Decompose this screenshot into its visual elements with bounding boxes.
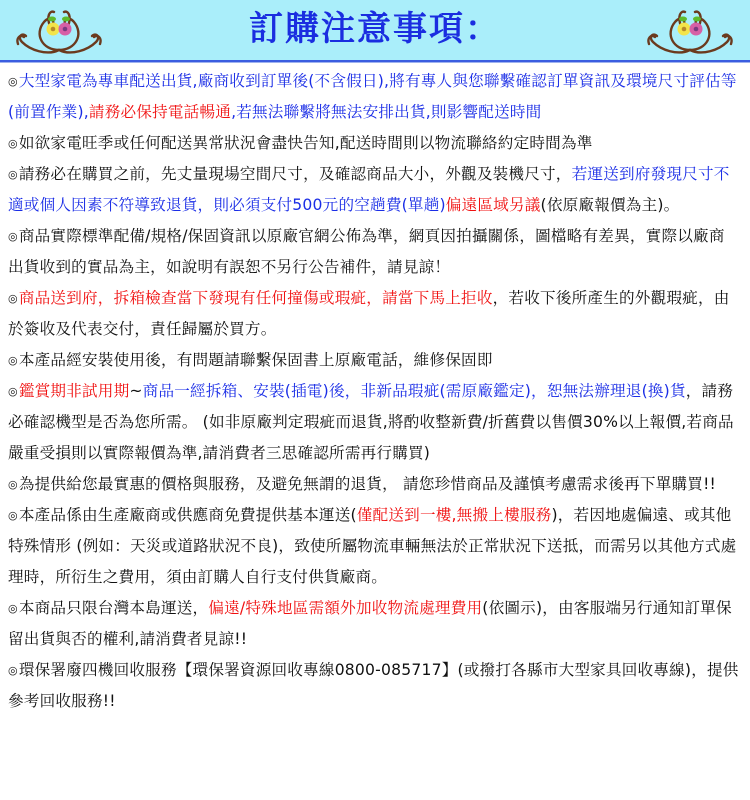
notice-item <box>8 500 740 593</box>
notice-text-black: 如欲家電旺季或任何配送異常狀況會盡快告知,配送時間則以物流聯絡約定時間為準 <box>18 134 593 152</box>
page-title: 訂購注意事項： <box>249 9 501 49</box>
notice-text-black: 請務必在購買之前，先丈量現場空間尺寸，及確認商品大小，外觀及裝機尺寸， <box>18 165 572 183</box>
notice-text-black: (依原廠報價為主)。 <box>540 196 680 214</box>
bullet-icon: ◎ <box>8 230 18 243</box>
notice-text-black: ~ <box>129 382 143 400</box>
bullet-icon: ◎ <box>8 509 18 522</box>
notice-text-blue: 商品一經拆箱、安裝(插電)後，非新品瑕疵(需原廠鑑定)，恕無法辦理退(換)貨 <box>142 382 686 400</box>
notice-item <box>8 128 740 159</box>
notice-text-black: 本產品經安裝使用後，有問題請聯繫保固書上原廠電話，維修保固即 <box>18 351 493 369</box>
bullet-icon: ◎ <box>8 292 18 305</box>
notice-text-black: (依圖示)，由客服端另行通知訂單保留出貨與否的權利,請消費者見諒!! <box>8 599 732 648</box>
notice-item <box>8 221 740 283</box>
notice-text-black: 本產品係由生產廠商或供應商免費提供基本運送( <box>18 506 357 524</box>
notice-text-black: ，若收下後所產生的外觀瑕疵，由於簽收及代表交付，責任歸屬於買方。 <box>8 289 730 338</box>
notice-item <box>8 593 740 655</box>
notice-text-red: 僅配送到一樓,無搬上樓服務 <box>356 506 552 524</box>
bullet-icon: ◎ <box>8 602 18 615</box>
bullet-icon: ◎ <box>8 137 18 150</box>
notice-text-black: 本商品只限台灣本島運送， <box>18 599 209 617</box>
notice-item <box>8 159 740 221</box>
bullet-icon: ◎ <box>8 385 18 398</box>
notice-text-blue: 大型家電為專車配送出貨,廠商收到訂單後(不含假日),將有專人與您聯繫確認訂單資訊及環境尺寸評估等(前置作業), <box>8 72 737 121</box>
bullet-icon: ◎ <box>8 478 18 491</box>
notice-item <box>8 469 740 500</box>
notice-text-black: 商品實際標準配備/規格/保固資訊以原廠官網公佈為準，網頁因拍攝關係，圖檔略有差異，實際以廠商出貨收到的實品為主，如說明有誤恕不另行公告補件，請見諒！ <box>8 227 725 276</box>
bullet-icon: ◎ <box>8 75 18 88</box>
notice-list <box>0 62 750 717</box>
notice-text-black: 為提供給您最實惠的價格與服務，及避免無謂的退貨， 請您珍惜商品及謹慎考慮需求後再下單購買!! <box>18 475 717 493</box>
notice-text-red: 鑑賞期非試用期 <box>18 382 130 400</box>
bullet-icon: ◎ <box>8 168 18 181</box>
notice-item <box>8 655 740 717</box>
notice-text-red: 偏遠/特殊地區需額外加收物流處理費用 <box>208 599 483 617</box>
notice-item <box>8 66 740 128</box>
notice-item <box>8 376 740 469</box>
bullet-icon: ◎ <box>8 354 18 367</box>
flower-scroll-ornament-icon <box>643 4 738 56</box>
notice-text-red: 請務必保持電話暢通 <box>88 103 232 121</box>
notice-text-red: 偏遠區域另議 <box>445 196 541 214</box>
notice-text-black: 環保署廢四機回收服務【環保署資源回收專線0800-085717】(或撥打各縣市大型家具回收專線)，提供參考回收服務!! <box>8 661 739 710</box>
notice-text-blue: ,若無法聯繫將無法安排出貨,則影響配送時間 <box>231 103 542 121</box>
notice-text-black: ，請務必確認機型是否為您所需。 (如非原廠判定瑕疵而退貨,將酌收整新費/折舊費以售價30%以上報價,若商品嚴重受損則以實際報價為準,請消費者三思確認所需再行購買) <box>8 382 734 462</box>
notice-text-blue: 若運送到府發現尺寸不適或個人因素不符導致退貨，則必須支付500元的空趟費(單趟) <box>8 165 730 214</box>
notice-text-black: )，若因地處偏遠、或其他特殊情形 (例如：天災或道路狀況不良)，致使所屬物流車輛無法於正常狀況下送抵，而需另以其他方式處理時，所衍生之費用，須由訂購人自行支付供貨廠商。 <box>8 506 737 586</box>
bullet-icon: ◎ <box>8 664 18 677</box>
notice-item <box>8 345 740 376</box>
notice-text-red: 商品送到府，拆箱檢查當下發現有任何撞傷或瑕疵，請當下馬上拒收 <box>18 289 493 307</box>
page-header <box>0 0 750 62</box>
notice-item <box>8 283 740 345</box>
